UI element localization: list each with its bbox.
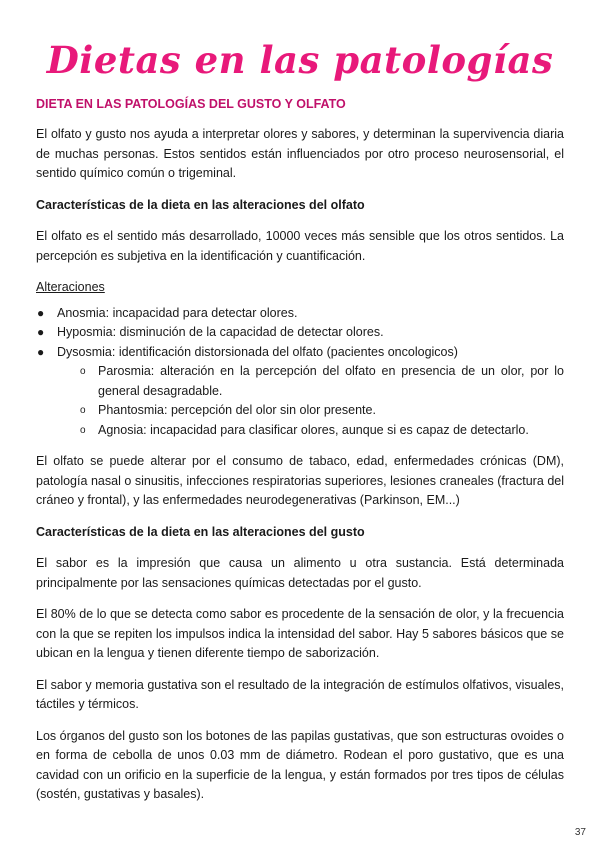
alteraciones-heading: Alteraciones [36, 280, 105, 294]
olfato-heading: Características de la dieta en las alteraciones del olfato [36, 197, 365, 212]
gusto-paragraph: El sabor y memoria gustativa son el resultado de la integración de estímulos olfativos, visuales, táctiles y térmicos. [36, 677, 564, 711]
page-number: 37 [574, 827, 586, 838]
bullet-icon: ● [37, 305, 45, 320]
olfato-paragraph: El olfato es el sentido más desarrollado, 10000 veces más sensible que los otros sentidos. La percepción es subjetiva en la identificación y cuantificación. [36, 229, 564, 263]
bullet-icon: ● [37, 325, 45, 339]
gusto-paragraph: Los órganos del gusto son los botones de las papilas gustativas, que son estructuras ovoides o en forma de cebolla de unos 0.03 mm de diámetro. Rodean el poro gustativo, que es una cavidad con un orificio en la superficie de la lengua, y están formados por tres tipos de células (sostén, gustativas y basales). [36, 728, 564, 801]
circle-bullet-icon: o [80, 405, 86, 416]
alteraciones-list [36, 304, 564, 441]
section-heading: DIETA EN LAS PATOLOGÍAS DEL GUSTO Y OLFATO [36, 97, 346, 111]
list-item-text: Hyposmia: disminución de la capacidad de detectar olores. [57, 325, 384, 339]
sub-alteraciones-list [57, 362, 564, 440]
list-item-text: Dysosmia: identificación distorsionada del olfato (pacientes oncologicos) [57, 344, 458, 359]
gusto-paragraph: El sabor es la impresión que causa un alimento u otra sustancia. Está determinada principalmente por las sensaciones químicas detectadas por el gusto. [36, 556, 564, 590]
list-item [36, 323, 564, 343]
bullet-icon: ● [37, 344, 45, 359]
gusto-heading: Características de la dieta en las alteraciones del gusto [36, 524, 365, 539]
list-item [36, 343, 564, 441]
gusto-paragraph: El 80% de lo que se detecta como sabor es procedente de la sensación de olor, y la frecuencia con la que se repiten los impulsos indica la intensidad del sabor. Hay 5 sabores básicos que se ubican en la lengua y tienen diferente tiempo de saborización. [36, 607, 564, 660]
sub-list-item-text: Agnosia: incapacidad para clasificar olores, aunque si es capaz de detectarlo. [98, 422, 529, 437]
page-title: Dietas en las patologías [46, 38, 554, 82]
sub-list-item [78, 362, 564, 401]
list-item-text: Anosmia: incapacidad para detectar olores. [57, 305, 298, 320]
sub-list-item [78, 401, 564, 421]
olfato-causes-paragraph: El olfato se puede alterar por el consumo de tabaco, edad, enfermedades crónicas (DM), patología nasal o sinusitis, infecciones respiratorias superiores, lesiones craneales (fractura del cráneo y frontal), y las enfermedades neurodegenerativas (Parkinson, EM...) [36, 454, 564, 507]
sub-list-item [78, 421, 564, 441]
page-content [36, 125, 564, 817]
list-item [36, 304, 564, 324]
sub-list-item-text: Parosmia: alteración en la percepción del olfato en presencia de un olor, por lo general desagradable. [98, 364, 564, 398]
intro-paragraph: El olfato y gusto nos ayuda a interpretar olores y sabores, y determinan la supervivencia diaria de muchas personas. Estos sentidos están influenciados por otro proceso neurosensorial, el sentido químico común o trigeminal. [36, 127, 564, 180]
circle-bullet-icon: o [80, 366, 86, 377]
sub-list-item-text: Phantosmia: percepción del olor sin olor presente. [98, 403, 376, 417]
circle-bullet-icon: o [80, 424, 86, 436]
